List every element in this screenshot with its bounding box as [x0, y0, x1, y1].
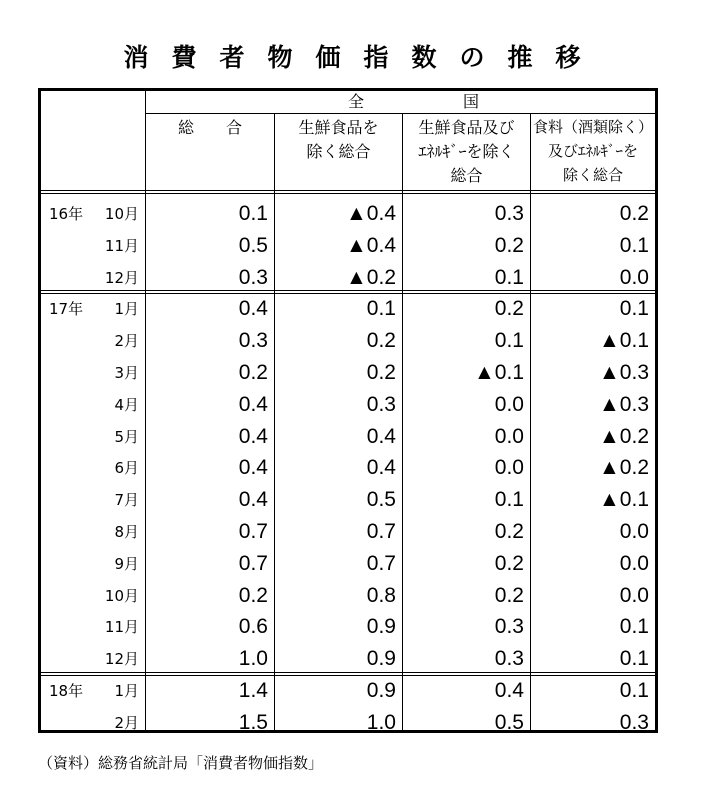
header-col2-line2: 除く総合 — [306, 142, 371, 161]
header-col4-line3: 除く総合 — [562, 166, 623, 184]
cell-value: 0.1 — [619, 679, 649, 702]
cell-value: 0.3 — [238, 265, 268, 289]
header-group-koku: 国 — [462, 92, 479, 111]
row-month: 11月 — [104, 618, 139, 637]
cell-value: 0.3 — [238, 329, 268, 353]
cell-value: 0.8 — [366, 583, 396, 607]
row-month: 1月 — [114, 682, 139, 700]
header-col1-line1: 総 合 — [177, 118, 242, 137]
cell-value: ▲0.2 — [599, 424, 649, 448]
cell-value: 0.4 — [238, 488, 268, 512]
cell-value: 0.3 — [494, 647, 524, 671]
cell-value: 0.2 — [494, 233, 524, 257]
cell-value: 1.0 — [238, 647, 268, 671]
header-col3-line2: ｴﾈﾙｷﾞｰを除く — [418, 142, 515, 161]
cell-value: 0.4 — [366, 456, 396, 480]
cell-value: 0.7 — [238, 520, 268, 543]
cell-value: 0.1 — [238, 202, 268, 225]
cell-value: 0.5 — [366, 488, 396, 512]
cell-value: 0.3 — [619, 710, 649, 734]
row-month: 4月 — [114, 395, 139, 414]
cell-value: 0.0 — [494, 424, 524, 448]
cell-value: 0.2 — [366, 329, 396, 353]
cell-value: 0.3 — [494, 202, 524, 225]
row-month: 12月 — [104, 268, 139, 287]
row-month: 10月 — [104, 205, 139, 223]
cell-value: 0.2 — [494, 583, 524, 607]
row-year: 17年 — [49, 300, 84, 319]
header-col4-line1: 食料（酒類除く） — [532, 118, 653, 136]
cell-value: 0.1 — [619, 297, 649, 321]
cell-value: ▲0.2 — [346, 265, 396, 289]
row-year: 16年 — [49, 205, 84, 223]
cell-value: 0.9 — [366, 647, 396, 671]
group-rule-0-b — [41, 293, 655, 294]
cell-value: 0.4 — [238, 456, 268, 480]
header-col4-line2: 及びｴﾈﾙｷﾞｰを — [547, 142, 638, 160]
cell-value: 0.0 — [619, 265, 649, 289]
header-col3-line1: 生鮮食品及び — [418, 118, 515, 137]
cell-value: ▲0.1 — [599, 488, 649, 512]
cell-value: ▲0.1 — [599, 329, 649, 353]
cell-value: 0.9 — [366, 679, 396, 702]
row-month: 2月 — [114, 332, 139, 351]
cell-value: 0.5 — [238, 233, 268, 257]
cell-value: 0.7 — [366, 551, 396, 575]
page-title: 消費者物価指数の推移 — [123, 43, 604, 72]
cell-value: 0.7 — [366, 520, 396, 543]
cell-value: 0.2 — [494, 520, 524, 543]
group-rule-1-a — [41, 672, 655, 673]
cell-value: ▲0.3 — [599, 392, 649, 416]
cell-value: 0.1 — [619, 647, 649, 671]
row-month: 5月 — [114, 427, 139, 446]
cell-value: 0.6 — [238, 615, 268, 639]
row-year: 18年 — [49, 682, 84, 700]
cell-value: 1.4 — [238, 679, 268, 702]
group-rule-1-b — [41, 675, 655, 676]
header-col3-line3: 総合 — [450, 166, 483, 185]
row-month: 6月 — [114, 459, 139, 478]
row-month: 11月 — [104, 236, 139, 255]
cell-value: 1.0 — [366, 710, 396, 734]
row-month: 10月 — [104, 586, 139, 605]
cell-value: 0.0 — [494, 456, 524, 480]
cell-value: 0.2 — [238, 583, 268, 607]
cell-value: 0.2 — [494, 551, 524, 575]
cell-value: ▲0.1 — [474, 361, 524, 384]
cell-value: 0.4 — [366, 424, 396, 448]
group-rule-0-a — [41, 290, 655, 291]
row-month: 3月 — [114, 364, 139, 382]
header-rule-top — [41, 190, 655, 191]
source-note: （資料）総務省統計局「消費者物価指数」 — [38, 754, 324, 772]
cell-value: 0.0 — [494, 392, 524, 416]
cell-value: 0.9 — [366, 615, 396, 639]
cell-value: ▲0.4 — [346, 233, 396, 257]
cell-value: ▲0.2 — [599, 456, 649, 480]
header-group-rule — [145, 113, 655, 114]
cell-value: 0.4 — [494, 679, 524, 702]
cell-value: 0.0 — [619, 583, 649, 607]
row-month: 1月 — [114, 300, 139, 319]
cell-value: 0.5 — [494, 710, 524, 734]
cell-value: 0.2 — [238, 361, 268, 384]
header-rule-bottom — [41, 193, 655, 194]
cell-value: 0.2 — [619, 202, 649, 225]
row-month: 8月 — [114, 523, 139, 541]
cell-value: 0.4 — [238, 392, 268, 416]
row-month: 2月 — [114, 713, 139, 732]
row-month: 9月 — [114, 554, 139, 573]
cell-value: 0.0 — [619, 520, 649, 543]
cell-value: 0.3 — [494, 615, 524, 639]
row-month: 12月 — [104, 650, 139, 669]
header-col2-line1: 生鮮食品を — [298, 118, 379, 137]
cell-value: 0.4 — [238, 424, 268, 448]
cell-value: 0.1 — [494, 265, 524, 289]
cell-value: 0.1 — [494, 329, 524, 353]
cell-value: 0.3 — [366, 392, 396, 416]
cell-value: 0.4 — [238, 297, 268, 321]
row-month: 7月 — [114, 491, 139, 510]
cell-value: 0.2 — [366, 361, 396, 384]
cell-value: 0.0 — [619, 551, 649, 575]
cell-value: ▲0.3 — [599, 361, 649, 384]
cell-value: 0.1 — [366, 297, 396, 321]
cell-value: 0.1 — [619, 233, 649, 257]
cpi-table — [38, 88, 658, 733]
cell-value: 0.2 — [494, 297, 524, 321]
cell-value: 1.5 — [238, 710, 268, 734]
header-group-zen: 全 — [347, 92, 364, 111]
cell-value: 0.1 — [494, 488, 524, 512]
cell-value: 0.7 — [238, 551, 268, 575]
cell-value: 0.1 — [619, 615, 649, 639]
cell-value: ▲0.4 — [346, 202, 396, 225]
